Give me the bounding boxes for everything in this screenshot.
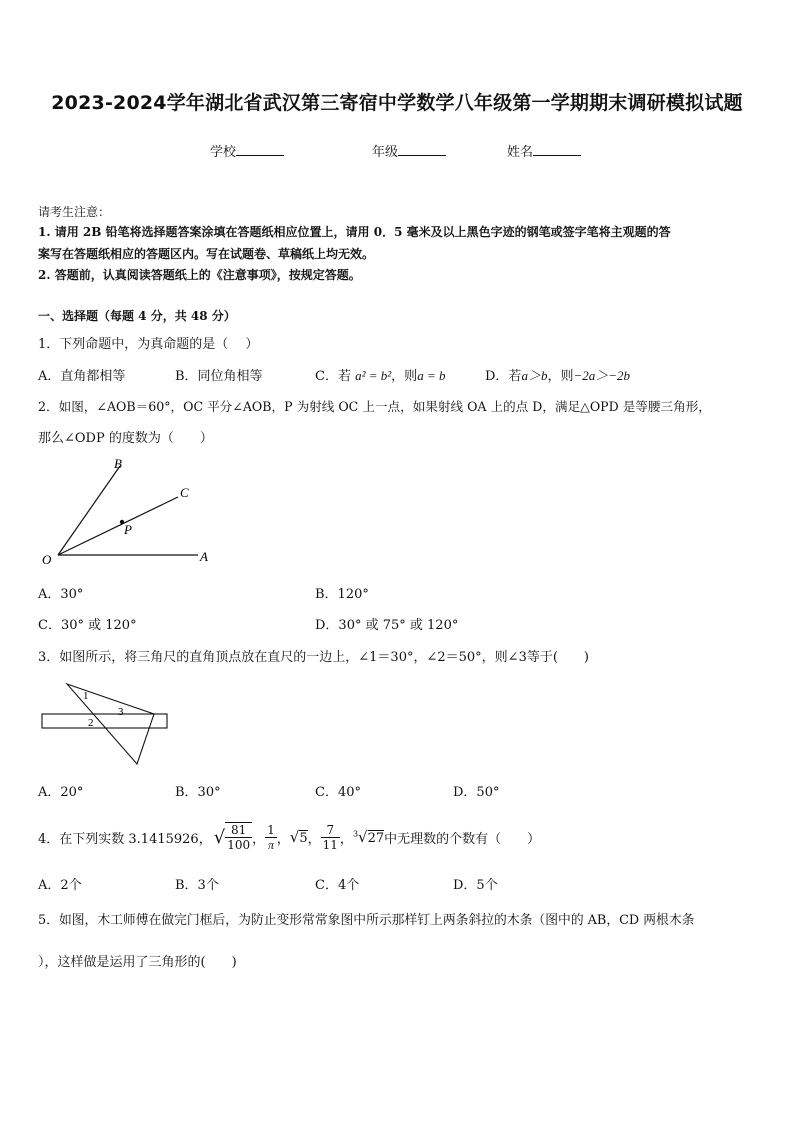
q1-option-d: [485, 365, 630, 384]
q4-frac1-num: 81: [225, 823, 252, 838]
q1-option-c: [315, 365, 445, 384]
q2-option-a: A．30°: [38, 587, 84, 602]
q1-d-math-2: −2a＞−2b: [573, 368, 631, 383]
q4-fraction-1-pi: [265, 823, 277, 852]
label-o: O: [42, 552, 52, 567]
q4-stem: 4．在下列实数 3.1415926， √ $\frac{81}{100}$ ， $\frac{1}{\pi}$ ， √5 ， $\frac{7}{11}$ ， $^3$√27 中无理数的个数有（ ）: [38, 822, 541, 852]
grade-field: [372, 141, 446, 160]
ruler: [42, 714, 167, 728]
label-b: B: [114, 456, 122, 471]
q2-option-d: D．30° 或 75° 或 120°: [315, 618, 459, 633]
q4-prefix: 4．在下列实数 3.1415926，: [38, 831, 212, 847]
ray-ob: [58, 466, 120, 555]
q1-c-math-1: a² = b²: [355, 368, 392, 383]
q2-option-b: B．120°: [315, 587, 369, 602]
page-title: 2023-2024学年湖北省武汉第三寄宿中学数学八年级第一学期期末调研模拟试题: [51, 92, 743, 114]
q3-option-d: D．50°: [453, 785, 500, 800]
q1-option-a: A．直角都相等: [38, 369, 126, 384]
name-blank: [533, 143, 581, 156]
q1-c-prefix: C．若: [315, 369, 351, 384]
q4-fraction-81-100: [225, 822, 252, 852]
sqrt5: √5: [289, 828, 308, 846]
cube-root: $^3$√27: [352, 828, 385, 846]
q4-option-a: A．2个: [38, 878, 82, 893]
label-p: P: [124, 522, 132, 537]
q2-angle-figure: [36, 452, 226, 574]
q2-option-c: C．30° 或 120°: [38, 618, 137, 633]
notice-line-1a: 1. 请用 2B 铅笔将选择题答案涂填在答题纸相应位置上，请用 0．5 毫米及以上黑色字迹的钢笔或签字笔将主观题的答: [38, 225, 671, 239]
q4-frac2-num: 1: [267, 822, 275, 837]
q4-cbrt-index: 3: [352, 829, 359, 839]
q4-option-d: D．5个: [453, 878, 498, 893]
q4-frac2-den: π: [267, 837, 274, 852]
q4-frac3-den: 11: [322, 837, 338, 852]
name-field: [507, 141, 581, 160]
q4-frac1-den: 100: [227, 838, 251, 852]
q1-d-math-1: a＞b: [521, 368, 548, 383]
label-c: C: [180, 485, 189, 500]
q1-c-math-2: a = b: [417, 368, 446, 383]
q4-option-c: C．4个: [315, 878, 360, 893]
angle-2-label: 2: [88, 717, 94, 729]
q3-option-b: B．30°: [175, 785, 221, 800]
angle-1-label: 1: [83, 690, 89, 702]
school-blank: [236, 143, 284, 156]
q1-d-mid: ，则: [547, 369, 574, 384]
sqrt-icon: √: [213, 826, 226, 848]
grade-label: 年级: [372, 145, 399, 160]
q3-option-a: A．20°: [38, 785, 84, 800]
grade-blank: [398, 143, 446, 156]
ray-oc: [58, 497, 178, 555]
q3-ruler-triangle-figure: [40, 680, 175, 768]
section-heading: 一、选择题（每题 4 分，共 48 分）: [38, 309, 236, 323]
q4-frac3-num: 7: [321, 823, 340, 838]
triangle-ruler: [67, 684, 154, 764]
q4-fraction-7-11: [321, 823, 340, 852]
label-a: A: [200, 549, 208, 564]
notice-heading: 请考生注意：: [38, 205, 111, 219]
school-label: 学校: [210, 145, 237, 160]
name-label: 姓名: [507, 145, 534, 160]
q4-postfix: 中无理数的个数有（ ）: [384, 831, 541, 847]
q2-stem-line-1: 2．如图，∠AOB＝60°，OC 平分∠AOB，P 为射线 OC 上一点，如果射线 OA 上的点 D，满足△OPD 是等腰三角形，: [38, 399, 711, 414]
notice-line-2: 2. 答题前，认真阅读答题纸上的《注意事项》，按规定答题。: [38, 268, 361, 282]
q4-option-b: B．3个: [175, 878, 219, 893]
q5-stem-line-1: 5．如图，木工师傅在做完门框后，为防止变形常常象图中所示那样钉上两条斜拉的木条（图中的 AB，CD 两根木条: [38, 913, 695, 928]
q5-stem-line-2: ），这样做是运用了三角形的( ): [38, 955, 237, 970]
q1-d-prefix: D．若: [485, 369, 522, 384]
q1-c-mid: ，则: [391, 369, 418, 384]
q4-cbrt-val: 27: [367, 831, 385, 846]
q2-stem-line-2: 那么∠ODP 的度数为（ ）: [38, 431, 213, 446]
q1-option-b: B．同位角相等: [175, 369, 263, 384]
angle-3-label: 3: [118, 706, 124, 718]
q1-stem: 1．下列命题中，为真命题的是（ ）: [38, 337, 259, 352]
q4-sqrt5-val: 5: [299, 831, 308, 846]
q3-option-c: C．40°: [315, 785, 361, 800]
notice-line-1b: 案写在答题纸相应的答题区内。写在试题卷、草稿纸上均无效。: [38, 247, 375, 261]
q3-stem: 3．如图所示，将三角尺的直角顶点放在直尺的一边上，∠1＝30°，∠2＝50°，则∠3等于( ): [38, 650, 589, 665]
school-field: [210, 141, 284, 160]
